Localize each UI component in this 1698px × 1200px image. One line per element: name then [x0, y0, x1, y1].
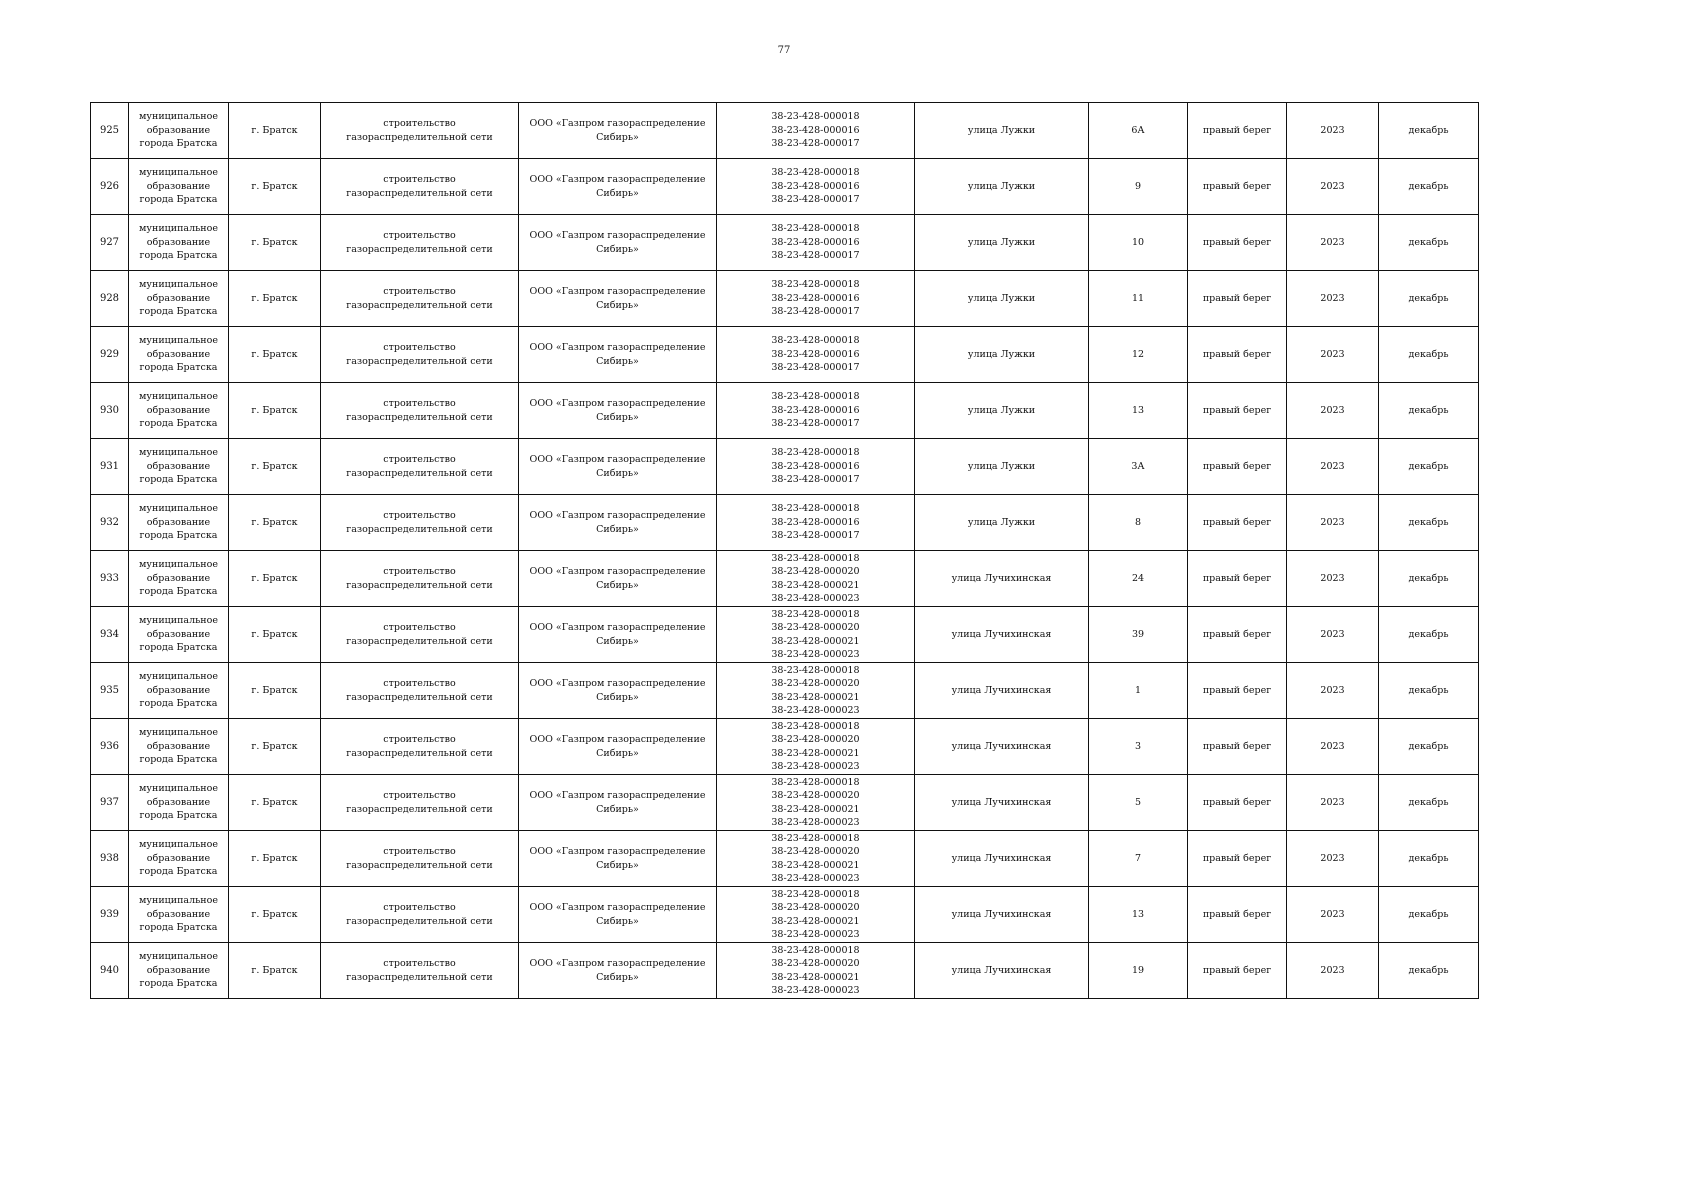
organization-cell: ООО «Газпром газораспределение Сибирь»: [519, 719, 717, 775]
street-cell: улица Лучихинская: [915, 943, 1089, 999]
cadastral-code: 38-23-428-000021: [771, 747, 860, 759]
work-type-cell: строительство газораспределительной сети: [321, 159, 519, 215]
row-number: 927: [91, 215, 129, 271]
cadastral-code: 38-23-428-000020: [771, 678, 860, 689]
cadastral-code: 38-23-428-000017: [771, 418, 860, 430]
work-type-cell: строительство газораспределительной сети: [321, 439, 519, 495]
cadastral-code: 38-23-428-000023: [771, 705, 860, 716]
cadastral-codes-cell: [717, 439, 915, 495]
work-type-cell: строительство газораспределительной сети: [321, 215, 519, 271]
year-cell: 2023: [1287, 719, 1379, 775]
cadastral-code: 38-23-428-000016: [771, 516, 860, 528]
city-cell: г. Братск: [229, 719, 321, 775]
cadastral-code: 38-23-428-000018: [771, 223, 860, 235]
cadastral-code: 38-23-428-000018: [771, 111, 860, 123]
cadastral-code: 38-23-428-000016: [771, 404, 860, 416]
cadastral-code: 38-23-428-000020: [771, 622, 860, 633]
year-cell: 2023: [1287, 607, 1379, 663]
river-bank-cell: правый берег: [1188, 607, 1287, 663]
year-cell: 2023: [1287, 103, 1379, 159]
month-cell: декабрь: [1379, 887, 1479, 943]
house-number-cell: 1: [1089, 663, 1188, 719]
month-cell: декабрь: [1379, 159, 1479, 215]
year-cell: 2023: [1287, 383, 1379, 439]
row-number: 932: [91, 495, 129, 551]
house-number-cell: 12: [1089, 327, 1188, 383]
street-cell: улица Лучихинская: [915, 775, 1089, 831]
table-row: [91, 943, 1479, 999]
cadastral-code: 38-23-428-000018: [771, 552, 860, 564]
street-cell: улица Лучихинская: [915, 887, 1089, 943]
cadastral-codes-cell: [717, 215, 915, 271]
cadastral-code: 38-23-428-000023: [771, 649, 860, 660]
river-bank-cell: правый берег: [1188, 943, 1287, 999]
street-cell: улица Лучихинская: [915, 663, 1089, 719]
cadastral-code: 38-23-428-000018: [771, 832, 860, 844]
year-cell: 2023: [1287, 551, 1379, 607]
cadastral-code: 38-23-428-000018: [771, 608, 860, 620]
month-cell: декабрь: [1379, 215, 1479, 271]
house-number-cell: 13: [1089, 887, 1188, 943]
organization-cell: ООО «Газпром газораспределение Сибирь»: [519, 327, 717, 383]
cadastral-code: 38-23-428-000023: [771, 817, 860, 828]
house-number-cell: 3А: [1089, 439, 1188, 495]
house-number-cell: 13: [1089, 383, 1188, 439]
city-cell: г. Братск: [229, 887, 321, 943]
cadastral-code: 38-23-428-000018: [771, 664, 860, 676]
row-number: 930: [91, 383, 129, 439]
row-number: 934: [91, 607, 129, 663]
cadastral-codes-cell: [717, 383, 915, 439]
cadastral-codes-cell: [717, 775, 915, 831]
month-cell: декабрь: [1379, 943, 1479, 999]
cadastral-codes-cell: [717, 887, 915, 943]
cadastral-code: 38-23-428-000017: [771, 250, 860, 262]
river-bank-cell: правый берег: [1188, 495, 1287, 551]
month-cell: декабрь: [1379, 719, 1479, 775]
street-cell: улица Лужки: [915, 495, 1089, 551]
municipality-cell: муниципальное образование города Братска: [129, 607, 229, 663]
month-cell: декабрь: [1379, 607, 1479, 663]
river-bank-cell: правый берег: [1188, 439, 1287, 495]
city-cell: г. Братск: [229, 327, 321, 383]
cadastral-codes-cell: [717, 159, 915, 215]
year-cell: 2023: [1287, 495, 1379, 551]
organization-cell: ООО «Газпром газораспределение Сибирь»: [519, 887, 717, 943]
month-cell: декабрь: [1379, 103, 1479, 159]
cadastral-code: 38-23-428-000018: [771, 944, 860, 956]
cadastral-code: 38-23-428-000018: [771, 167, 860, 179]
river-bank-cell: правый берег: [1188, 271, 1287, 327]
month-cell: декабрь: [1379, 271, 1479, 327]
cadastral-code: 38-23-428-000018: [771, 391, 860, 403]
cadastral-code: 38-23-428-000023: [771, 761, 860, 772]
city-cell: г. Братск: [229, 663, 321, 719]
city-cell: г. Братск: [229, 271, 321, 327]
cadastral-code: 38-23-428-000018: [771, 335, 860, 347]
street-cell: улица Лужки: [915, 327, 1089, 383]
cadastral-codes-cell: [717, 495, 915, 551]
table-row: [91, 831, 1479, 887]
cadastral-code: 38-23-428-000016: [771, 236, 860, 248]
house-number-cell: 11: [1089, 271, 1188, 327]
cadastral-codes-cell: [717, 943, 915, 999]
row-number: 933: [91, 551, 129, 607]
month-cell: декабрь: [1379, 775, 1479, 831]
municipality-cell: муниципальное образование города Братска: [129, 887, 229, 943]
city-cell: г. Братск: [229, 831, 321, 887]
street-cell: улица Лужки: [915, 439, 1089, 495]
row-number: 940: [91, 943, 129, 999]
table-row: [91, 439, 1479, 495]
table-body: [91, 103, 1479, 999]
municipality-cell: муниципальное образование города Братска: [129, 215, 229, 271]
municipality-cell: муниципальное образование города Братска: [129, 327, 229, 383]
street-cell: улица Лужки: [915, 271, 1089, 327]
cadastral-code: 38-23-428-000021: [771, 915, 860, 927]
cadastral-codes-cell: [717, 327, 915, 383]
cadastral-code: 38-23-428-000016: [771, 292, 860, 304]
house-number-cell: 19: [1089, 943, 1188, 999]
municipality-cell: муниципальное образование города Братска: [129, 271, 229, 327]
river-bank-cell: правый берег: [1188, 887, 1287, 943]
house-number-cell: 9: [1089, 159, 1188, 215]
work-type-cell: строительство газораспределительной сети: [321, 775, 519, 831]
work-type-cell: строительство газораспределительной сети: [321, 719, 519, 775]
year-cell: 2023: [1287, 887, 1379, 943]
organization-cell: ООО «Газпром газораспределение Сибирь»: [519, 775, 717, 831]
table-row: [91, 495, 1479, 551]
cadastral-code: 38-23-428-000017: [771, 530, 860, 542]
city-cell: г. Братск: [229, 495, 321, 551]
work-type-cell: строительство газораспределительной сети: [321, 887, 519, 943]
city-cell: г. Братск: [229, 215, 321, 271]
row-number: 931: [91, 439, 129, 495]
row-number: 935: [91, 663, 129, 719]
row-number: 925: [91, 103, 129, 159]
river-bank-cell: правый берег: [1188, 551, 1287, 607]
work-type-cell: строительство газораспределительной сети: [321, 383, 519, 439]
cadastral-code: 38-23-428-000018: [771, 720, 860, 732]
municipality-cell: муниципальное образование города Братска: [129, 551, 229, 607]
organization-cell: ООО «Газпром газораспределение Сибирь»: [519, 551, 717, 607]
cadastral-code: 38-23-428-000020: [771, 790, 860, 801]
river-bank-cell: правый берег: [1188, 159, 1287, 215]
row-number: 939: [91, 887, 129, 943]
table-row: [91, 215, 1479, 271]
street-cell: улица Лучихинская: [915, 831, 1089, 887]
cadastral-code: 38-23-428-000018: [771, 888, 860, 900]
street-cell: улица Лучихинская: [915, 551, 1089, 607]
cadastral-code: 38-23-428-000021: [771, 971, 860, 983]
municipality-cell: муниципальное образование города Братска: [129, 719, 229, 775]
year-cell: 2023: [1287, 439, 1379, 495]
work-type-cell: строительство газораспределительной сети: [321, 831, 519, 887]
cadastral-code: 38-23-428-000017: [771, 474, 860, 486]
work-type-cell: строительство газораспределительной сети: [321, 495, 519, 551]
organization-cell: ООО «Газпром газораспределение Сибирь»: [519, 215, 717, 271]
house-number-cell: 6А: [1089, 103, 1188, 159]
table-row: [91, 663, 1479, 719]
cadastral-codes-cell: [717, 551, 915, 607]
street-cell: улица Лужки: [915, 159, 1089, 215]
organization-cell: ООО «Газпром газораспределение Сибирь»: [519, 159, 717, 215]
street-cell: улица Лужки: [915, 215, 1089, 271]
city-cell: г. Братск: [229, 607, 321, 663]
city-cell: г. Братск: [229, 103, 321, 159]
municipality-cell: муниципальное образование города Братска: [129, 159, 229, 215]
row-number: 929: [91, 327, 129, 383]
cadastral-code: 38-23-428-000020: [771, 846, 860, 857]
month-cell: декабрь: [1379, 551, 1479, 607]
cadastral-code: 38-23-428-000018: [771, 776, 860, 788]
cadastral-code: 38-23-428-000020: [771, 734, 860, 745]
municipality-cell: муниципальное образование города Братска: [129, 383, 229, 439]
work-type-cell: строительство газораспределительной сети: [321, 551, 519, 607]
cadastral-code: 38-23-428-000017: [771, 306, 860, 318]
river-bank-cell: правый берег: [1188, 719, 1287, 775]
cadastral-code: 38-23-428-000018: [771, 447, 860, 459]
cadastral-code: 38-23-428-000018: [771, 503, 860, 515]
month-cell: декабрь: [1379, 495, 1479, 551]
organization-cell: ООО «Газпром газораспределение Сибирь»: [519, 103, 717, 159]
house-number-cell: 7: [1089, 831, 1188, 887]
house-number-cell: 10: [1089, 215, 1188, 271]
month-cell: декабрь: [1379, 663, 1479, 719]
cadastral-code: 38-23-428-000020: [771, 958, 860, 969]
cadastral-codes-cell: [717, 719, 915, 775]
month-cell: декабрь: [1379, 831, 1479, 887]
table-row: [91, 271, 1479, 327]
table-row: [91, 327, 1479, 383]
work-type-cell: строительство газораспределительной сети: [321, 943, 519, 999]
city-cell: г. Братск: [229, 775, 321, 831]
row-number: 938: [91, 831, 129, 887]
city-cell: г. Братск: [229, 943, 321, 999]
month-cell: декабрь: [1379, 327, 1479, 383]
gasification-schedule-table: [90, 102, 1479, 999]
row-number: 926: [91, 159, 129, 215]
municipality-cell: муниципальное образование города Братска: [129, 495, 229, 551]
cadastral-code: 38-23-428-000021: [771, 579, 860, 591]
cadastral-code: 38-23-428-000016: [771, 348, 860, 360]
work-type-cell: строительство газораспределительной сети: [321, 607, 519, 663]
cadastral-code: 38-23-428-000017: [771, 194, 860, 206]
year-cell: 2023: [1287, 775, 1379, 831]
house-number-cell: 39: [1089, 607, 1188, 663]
work-type-cell: строительство газораспределительной сети: [321, 103, 519, 159]
month-cell: декабрь: [1379, 383, 1479, 439]
cadastral-codes-cell: [717, 103, 915, 159]
table-row: [91, 383, 1479, 439]
year-cell: 2023: [1287, 271, 1379, 327]
river-bank-cell: правый берег: [1188, 383, 1287, 439]
cadastral-code: 38-23-428-000021: [771, 691, 860, 703]
cadastral-codes-cell: [717, 607, 915, 663]
year-cell: 2023: [1287, 663, 1379, 719]
organization-cell: ООО «Газпром газораспределение Сибирь»: [519, 607, 717, 663]
municipality-cell: муниципальное образование города Братска: [129, 103, 229, 159]
river-bank-cell: правый берег: [1188, 215, 1287, 271]
table-row: [91, 551, 1479, 607]
work-type-cell: строительство газораспределительной сети: [321, 327, 519, 383]
row-number: 937: [91, 775, 129, 831]
municipality-cell: муниципальное образование города Братска: [129, 663, 229, 719]
cadastral-code: 38-23-428-000021: [771, 803, 860, 815]
table-row: [91, 607, 1479, 663]
municipality-cell: муниципальное образование города Братска: [129, 943, 229, 999]
year-cell: 2023: [1287, 943, 1379, 999]
table-row: [91, 159, 1479, 215]
table-row: [91, 887, 1479, 943]
organization-cell: ООО «Газпром газораспределение Сибирь»: [519, 383, 717, 439]
organization-cell: ООО «Газпром газораспределение Сибирь»: [519, 663, 717, 719]
cadastral-code: 38-23-428-000023: [771, 929, 860, 940]
city-cell: г. Братск: [229, 383, 321, 439]
municipality-cell: муниципальное образование города Братска: [129, 831, 229, 887]
street-cell: улица Лужки: [915, 103, 1089, 159]
year-cell: 2023: [1287, 831, 1379, 887]
year-cell: 2023: [1287, 215, 1379, 271]
work-type-cell: строительство газораспределительной сети: [321, 663, 519, 719]
cadastral-code: 38-23-428-000023: [771, 985, 860, 996]
river-bank-cell: правый берег: [1188, 775, 1287, 831]
organization-cell: ООО «Газпром газораспределение Сибирь»: [519, 271, 717, 327]
city-cell: г. Братск: [229, 551, 321, 607]
organization-cell: ООО «Газпром газораспределение Сибирь»: [519, 943, 717, 999]
page-number: 77: [777, 45, 791, 56]
month-cell: декабрь: [1379, 439, 1479, 495]
cadastral-code: 38-23-428-000018: [771, 279, 860, 291]
row-number: 928: [91, 271, 129, 327]
cadastral-code: 38-23-428-000023: [771, 873, 860, 884]
table-row: [91, 103, 1479, 159]
street-cell: улица Лужки: [915, 383, 1089, 439]
street-cell: улица Лучихинская: [915, 719, 1089, 775]
city-cell: г. Братск: [229, 439, 321, 495]
house-number-cell: 3: [1089, 719, 1188, 775]
city-cell: г. Братск: [229, 159, 321, 215]
river-bank-cell: правый берег: [1188, 831, 1287, 887]
street-cell: улица Лучихинская: [915, 607, 1089, 663]
organization-cell: ООО «Газпром газораспределение Сибирь»: [519, 831, 717, 887]
cadastral-code: 38-23-428-000017: [771, 138, 860, 150]
municipality-cell: муниципальное образование города Братска: [129, 439, 229, 495]
cadastral-code: 38-23-428-000016: [771, 180, 860, 192]
work-type-cell: строительство газораспределительной сети: [321, 271, 519, 327]
house-number-cell: 24: [1089, 551, 1188, 607]
house-number-cell: 8: [1089, 495, 1188, 551]
house-number-cell: 5: [1089, 775, 1188, 831]
river-bank-cell: правый берег: [1188, 663, 1287, 719]
year-cell: 2023: [1287, 327, 1379, 383]
organization-cell: ООО «Газпром газораспределение Сибирь»: [519, 495, 717, 551]
row-number: 936: [91, 719, 129, 775]
organization-cell: ООО «Газпром газораспределение Сибирь»: [519, 439, 717, 495]
river-bank-cell: правый берег: [1188, 103, 1287, 159]
cadastral-code: 38-23-428-000020: [771, 566, 860, 577]
cadastral-codes-cell: [717, 271, 915, 327]
table-row: [91, 775, 1479, 831]
cadastral-codes-cell: [717, 663, 915, 719]
cadastral-code: 38-23-428-000016: [771, 124, 860, 136]
cadastral-code: 38-23-428-000023: [771, 593, 860, 604]
year-cell: 2023: [1287, 159, 1379, 215]
cadastral-code: 38-23-428-000016: [771, 460, 860, 472]
cadastral-code: 38-23-428-000017: [771, 362, 860, 374]
cadastral-code: 38-23-428-000021: [771, 635, 860, 647]
cadastral-code: 38-23-428-000020: [771, 902, 860, 913]
municipality-cell: муниципальное образование города Братска: [129, 775, 229, 831]
cadastral-code: 38-23-428-000021: [771, 859, 860, 871]
river-bank-cell: правый берег: [1188, 327, 1287, 383]
cadastral-codes-cell: [717, 831, 915, 887]
table-row: [91, 719, 1479, 775]
